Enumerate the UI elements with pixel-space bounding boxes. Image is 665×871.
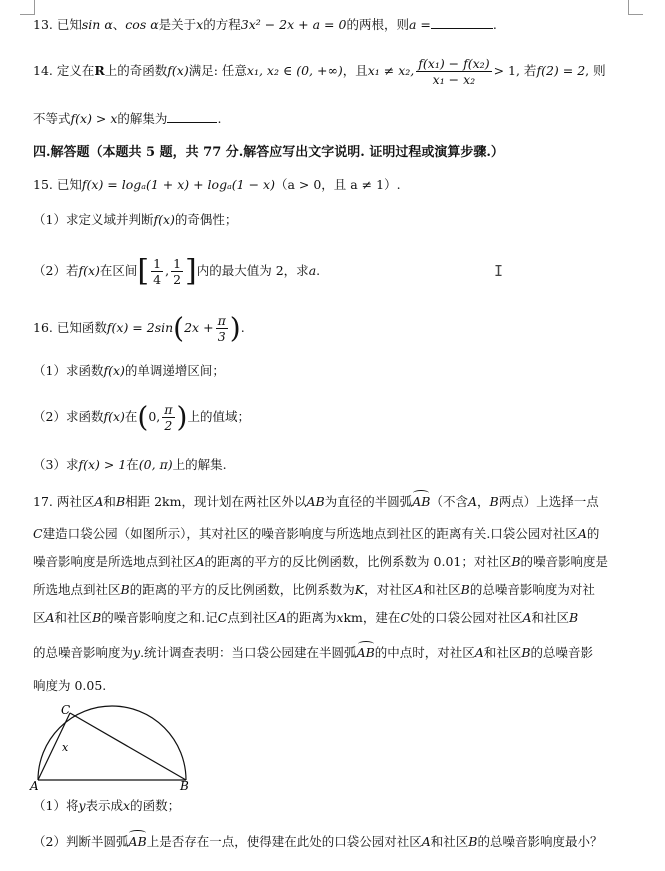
q17-math: C — [400, 610, 410, 625]
fraction — [162, 402, 174, 433]
fraction — [216, 313, 228, 344]
question-17-line-1 — [33, 492, 599, 512]
q14-text: 的解集为 — [117, 111, 168, 126]
q17-text: 和社区 — [531, 610, 570, 625]
left-bracket: [ — [137, 253, 150, 289]
q17-text: 和社区 — [483, 645, 522, 660]
q17-text: 表示成 — [85, 798, 124, 813]
q14-math: f(x) — [167, 63, 189, 78]
q13-math: a = — [408, 17, 431, 32]
q17-math: A — [474, 645, 484, 660]
q16-text: 在 — [126, 457, 139, 472]
q15-text: 的奇偶性； — [174, 212, 238, 227]
q17-text: 的 — [586, 526, 600, 541]
q17-number: 17. — [33, 494, 53, 509]
q17-text: 和社区 — [54, 610, 93, 625]
q17-text: 为直径的半圆弧 — [324, 494, 413, 509]
part-label: （1） — [33, 212, 66, 227]
q15-text: 求定义域并判断 — [65, 212, 154, 227]
q16-math: f(x) — [103, 409, 125, 424]
q17-text: 和社区 — [423, 582, 461, 597]
q16-text: 的单调递增区间； — [124, 363, 225, 378]
q17-text: 两社区 — [56, 494, 95, 509]
question-17-part-2 — [33, 832, 602, 852]
q16-math: 2x + — [184, 320, 214, 335]
q17-math: x — [336, 610, 344, 625]
fraction-numerator: f(x₁) − f(x₂) — [418, 56, 490, 71]
question-17-part-1 — [33, 796, 180, 816]
q13-text: 、 — [112, 17, 126, 32]
right-bracket: ] — [185, 253, 197, 289]
question-16-part-3 — [33, 455, 227, 475]
q17-math: B — [115, 494, 126, 509]
fraction-denominator: 2 — [173, 272, 182, 287]
q15-math: f(x) = logₐ(1 + x) + logₐ(1 − x) — [81, 177, 275, 192]
q14-math: R — [94, 63, 105, 78]
q14-text: 定义在 — [56, 63, 95, 78]
q17-text: 的中点时，对社区 — [374, 645, 475, 660]
page-corner-mark-right — [628, 0, 643, 15]
q17-text: ， — [476, 494, 490, 509]
q17-text: 的噪音影响度是 — [520, 554, 609, 569]
q14-math: x₁ ≠ x₂, — [367, 63, 415, 78]
q14-fraction — [416, 56, 491, 87]
q17-math: A — [421, 834, 431, 849]
q17-text: ，对社区 — [364, 582, 415, 597]
q17-text: 的总噪音影响度最小？ — [477, 834, 603, 849]
q17-text: 两点）上选择一点 — [498, 494, 599, 509]
fraction-denominator: x₁ − x₂ — [432, 72, 476, 87]
arc-ab-label: AB — [412, 492, 430, 512]
question-17-line-3 — [33, 552, 608, 572]
text-cursor-icon: I — [494, 262, 504, 280]
q14-math: > 1 — [493, 63, 516, 78]
semicircle-diagram — [28, 700, 198, 792]
q17-text: 的函数； — [130, 798, 181, 813]
point-a-label: A — [30, 779, 39, 792]
q15-math: f(x) — [78, 263, 100, 278]
question-14-line2 — [33, 108, 221, 129]
q14-math: f(2) = 2 — [536, 63, 586, 78]
q16-math: (0, π) — [138, 457, 173, 472]
right-paren: ) — [229, 311, 241, 345]
q14-math: x₁, x₂ ∈ (0, +∞) — [246, 63, 343, 78]
q17-text: 的噪音影响度之和.记 — [101, 610, 218, 625]
part-label: （1） — [33, 363, 66, 378]
arc-ab-label: AB — [357, 643, 375, 663]
q17-text: 的总噪音影响度为 — [33, 645, 134, 660]
q17-math: B — [569, 610, 579, 625]
q16-text: 在 — [124, 409, 138, 424]
question-16-part-1 — [33, 361, 225, 381]
q17-text: 相距 2km，现计划在两社区外以 — [125, 494, 307, 509]
question-13 — [33, 14, 497, 35]
q17-math: y — [78, 798, 86, 813]
q17-math: AB — [306, 494, 325, 509]
question-15 — [33, 175, 401, 195]
q17-text: （不含 — [430, 494, 468, 509]
fraction-denominator: 2 — [164, 418, 173, 433]
q16-text: 上的解集. — [172, 457, 227, 472]
question-17-line-5 — [33, 608, 578, 628]
q17-text: .统计调查表明：当口袋公园建在半圆弧 — [140, 645, 357, 660]
question-17-line-7: 响度为 0.05. — [33, 678, 107, 693]
semicircle-arc — [38, 706, 186, 780]
q13-number: 13. — [33, 17, 53, 32]
q17-text: 和 — [103, 494, 116, 509]
question-17-line-6 — [33, 643, 593, 663]
q13-text: 已知 — [56, 17, 82, 32]
q15-text: 若 — [65, 263, 79, 278]
q17-text: 噪音影响度是所选地点到社区 — [33, 554, 196, 569]
q13-math: sin α — [81, 17, 113, 32]
q17-math: C — [217, 610, 228, 625]
q13-text: . — [492, 17, 497, 32]
q17-math: B — [468, 834, 478, 849]
q17-text: 的总噪音影响度为对社 — [469, 582, 595, 597]
fraction-numerator: 1 — [153, 256, 162, 271]
q17-math: x — [123, 798, 131, 813]
q17-math: A — [577, 526, 587, 541]
q15-math: （a > 0，且 a ≠ 1）. — [274, 177, 401, 192]
arc-ab-label: AB — [128, 832, 146, 852]
q17-text: 的距离的平方的反比例函数，比例系数为 0.01；对社区 — [204, 554, 512, 569]
q13-text: 是关于 — [158, 17, 197, 32]
part-label: （3） — [33, 457, 66, 472]
q17-text: 的距离为 — [286, 610, 337, 625]
q17-text: 的距离的平方的反比例函数，比例系数为 — [129, 582, 355, 597]
fraction-denominator: 4 — [153, 272, 162, 287]
point-c-label: C — [61, 703, 71, 717]
q16-text: 求函数 — [65, 363, 104, 378]
q17-text: 建造口袋公园（如图所示），其对社区的噪音影响度与所选地点到社区的距离有关.口袋公园对社区 — [42, 526, 578, 541]
q17-math: B — [521, 645, 531, 660]
left-paren: ( — [173, 311, 185, 345]
q17-math: A — [195, 554, 205, 569]
q16-number: 16. — [33, 320, 53, 335]
q17-math: B — [460, 582, 470, 597]
q17-math: B — [489, 494, 499, 509]
q17-text: 点到社区 — [227, 610, 278, 625]
question-15-part-1 — [33, 210, 237, 230]
q17-math: A — [45, 610, 55, 625]
q17-text: 上是否存在一点，使得建在此处的口袋公园对社区 — [146, 834, 422, 849]
q15-text: 已知 — [56, 177, 82, 192]
point-b-label: B — [180, 779, 189, 792]
q17-text: 的总噪音影 — [530, 645, 594, 660]
fraction — [151, 256, 163, 287]
q15-text: . — [316, 263, 321, 278]
question-17-line-2 — [33, 524, 599, 544]
q14-number: 14. — [33, 63, 53, 78]
page-corner-mark-left — [20, 0, 35, 15]
q13-text: 的方程 — [203, 17, 241, 32]
q16-math: f(x) = 2sin — [106, 320, 174, 335]
q13-math: 3x² − 2x + a = 0 — [240, 17, 347, 32]
q16-math: 0, — [148, 409, 161, 424]
q16-text: 求函数 — [65, 409, 104, 424]
fraction-numerator: π — [164, 402, 173, 417]
q16-math: f(x) > 1 — [78, 457, 127, 472]
q17-math: B — [92, 610, 102, 625]
q17-math: A — [94, 494, 104, 509]
right-paren: ) — [176, 400, 188, 434]
q16-text: 求 — [65, 457, 79, 472]
q17-math: A — [277, 610, 287, 625]
q15-math: f(x) — [153, 212, 175, 227]
fraction-numerator: 1 — [173, 256, 182, 271]
q13-math: x — [196, 17, 204, 32]
q17-text: 区 — [33, 610, 46, 625]
q15-text: 内的最大值为 2，求 — [196, 263, 309, 278]
fraction-numerator: π — [217, 313, 226, 328]
q16-text: . — [240, 320, 245, 335]
q15-text: 在区间 — [99, 263, 138, 278]
q17-text: 和社区 — [430, 834, 469, 849]
q15-math: a — [308, 263, 317, 278]
q17-math: B — [120, 582, 130, 597]
q14-text: 满足: 任意 — [188, 63, 247, 78]
q16-text: 已知函数 — [56, 320, 107, 335]
part-label: （2） — [33, 409, 66, 424]
q16-math: f(x) — [103, 363, 125, 378]
fraction-denominator: 3 — [217, 329, 226, 344]
q17-math: B — [511, 554, 521, 569]
q14-text: . — [217, 111, 222, 126]
answer-blank[interactable] — [431, 14, 493, 29]
q14-text: , 若 — [515, 63, 537, 78]
q17-math: A — [522, 610, 532, 625]
question-16-part-2 — [33, 400, 250, 434]
left-paren: ( — [137, 400, 149, 434]
q17-text: 处的口袋公园对社区 — [409, 610, 523, 625]
q14-text: , 则 — [585, 63, 606, 78]
q17-math: A — [467, 494, 477, 509]
q17-math: C — [33, 526, 43, 541]
question-16 — [33, 311, 245, 345]
q17-math: K — [354, 582, 365, 597]
q13-text: 的两根，则 — [346, 17, 409, 32]
segment-cb — [70, 713, 186, 780]
part-label: （2） — [33, 263, 66, 278]
answer-blank[interactable] — [167, 108, 217, 123]
q14-text: ，且 — [342, 63, 368, 78]
q17-math: y — [133, 645, 141, 660]
q14-text: 不等式 — [33, 111, 71, 126]
question-17-line-4 — [33, 580, 595, 600]
q17-text: 所选地点到社区 — [33, 582, 121, 597]
section-heading: 四.解答题（本题共 5 题，共 77 分.解答应写出文字说明. 证明过程或演算步骤.） — [33, 145, 504, 160]
q17-text: （2）判断半圆弧 — [33, 834, 129, 849]
q14-text: 上的奇函数 — [104, 63, 168, 78]
question-15-part-2: （2）若f(x)在区间[ $\frac{1}{4}$ , $\frac{1}{2}$ ]内的最大值为 2，求a. — [33, 253, 321, 289]
q13-math: cos α — [125, 17, 159, 32]
q16-text: 上的值域； — [187, 409, 250, 424]
question-14 — [33, 56, 606, 87]
q17-math: A — [414, 582, 424, 597]
q14-math: f(x) > x — [70, 111, 118, 126]
length-x-label: x — [62, 741, 69, 754]
q15-number: 15. — [33, 177, 53, 192]
q17-text: （1）将 — [33, 798, 79, 813]
q17-text: km，建在 — [343, 610, 401, 625]
fraction — [171, 256, 183, 287]
